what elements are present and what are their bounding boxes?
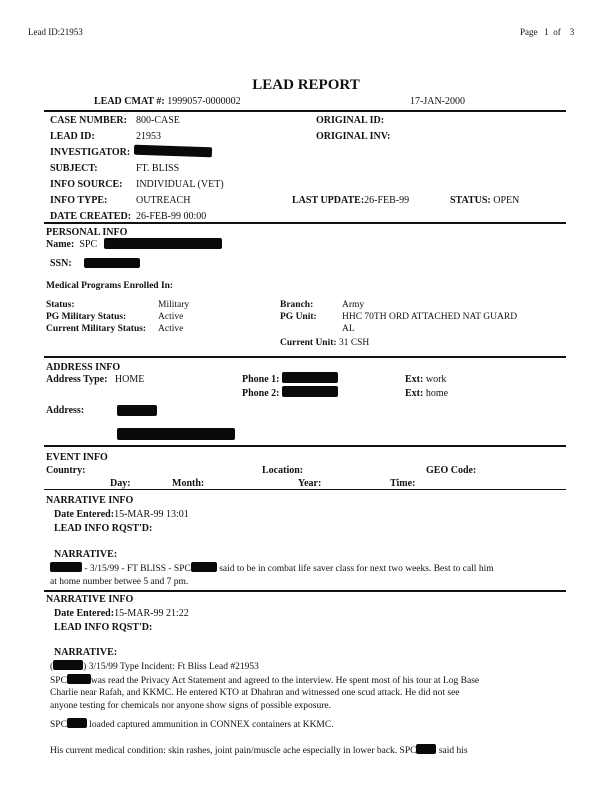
lead-id: 21953: [136, 131, 161, 142]
country-label: Country:: [46, 465, 86, 476]
narrative2-heading: NARRATIVE INFO: [46, 594, 134, 605]
ext2: home: [425, 388, 449, 399]
narrative2-p1-a: ) 3/15/99 Type Incident: Ft Bliss Lead #21953: [83, 662, 259, 672]
narrative1-redaction-b: [191, 562, 217, 572]
lead-id-label: LEAD ID:: [50, 131, 95, 142]
narrative2-date: 15-MAR-99 21:22: [114, 608, 189, 619]
narrative2-p1-spc: SPC: [50, 675, 67, 686]
address-type-label: Address Type:: [46, 374, 108, 385]
page-title: LEAD REPORT: [252, 77, 360, 93]
narrative2-label: NARRATIVE:: [54, 647, 118, 658]
cmat-line: [94, 97, 241, 107]
mil-status: Military: [158, 300, 190, 310]
original-inv-label: ORIGINAL INV:: [316, 131, 391, 142]
phone1-redaction: [282, 372, 338, 383]
rule-event: [44, 489, 566, 490]
current-unit: 31 CSH: [338, 338, 370, 348]
year-label: Year:: [298, 478, 322, 489]
time-label: Time:: [390, 478, 416, 489]
subject-label: SUBJECT:: [50, 163, 98, 174]
narrative2-p3-a: His current medical condition: skin rashes, joint pain/muscle ache especially in lower back. SPC: [50, 746, 417, 756]
of-word: of: [553, 27, 561, 37]
cmat-date: 17-JAN-2000: [410, 96, 465, 107]
cmat-value: 1999057-0000002: [167, 96, 241, 107]
rule-case: [44, 222, 566, 224]
subject: FT. BLISS: [136, 163, 180, 174]
address-redaction-1: [117, 405, 157, 416]
address-label: Address:: [46, 405, 85, 416]
narrative2-p2-a: loaded captured ammunition in CONNEX containers at KKMC.: [86, 720, 334, 730]
pg-military-status-label: PG Military Status:: [46, 312, 127, 322]
narrative1-date-label: Date Entered:: [54, 509, 115, 520]
last-update: [292, 196, 409, 206]
narrative2-paragraph1: [50, 660, 566, 712]
narrative2-p1-b: was read the Privacy Act Statement and agreed to the interview. He spent most of his tour at Log Base: [90, 675, 480, 686]
ext2-row: [405, 389, 448, 399]
header-lead-id: Lead ID:21953: [28, 27, 83, 37]
page-number: 1: [544, 27, 549, 37]
current-military-status: Active: [158, 324, 184, 334]
address-info-heading: ADDRESS INFO: [46, 362, 121, 373]
narrative2-lead-info-label: LEAD INFO RQST'D:: [54, 622, 153, 633]
ext1-label: Ext:: [405, 374, 424, 385]
pg-unit-label: PG Unit:: [280, 312, 317, 322]
day-label: Day:: [110, 478, 131, 489]
current-unit-label: Current Unit:: [280, 338, 337, 348]
investigator-redaction: [134, 145, 212, 158]
narrative2-redaction-1: [53, 660, 83, 670]
investigator-label: INVESTIGATOR:: [50, 147, 131, 158]
address-type-row: [46, 375, 144, 385]
date-created: 26-FEB-99 00:00: [136, 211, 207, 222]
branch-label: Branch:: [280, 300, 314, 310]
rule-top: [44, 110, 566, 112]
original-id-label: ORIGINAL ID:: [316, 115, 385, 126]
narrative2-paragraph2: [50, 718, 566, 732]
name-row: [46, 240, 97, 250]
narrative1-heading: NARRATIVE INFO: [46, 495, 134, 506]
month-label: Month:: [172, 478, 205, 489]
page-total: 3: [569, 27, 575, 37]
narrative2-redaction-2: [67, 674, 91, 684]
name-label: Name:: [46, 239, 75, 250]
pg-unit-line1: HHC 70TH ORD ATTACHED NAT GUARD: [342, 312, 518, 322]
status: [450, 196, 519, 206]
case-number-label: CASE NUMBER:: [50, 115, 127, 126]
info-type-label: INFO TYPE:: [50, 195, 108, 206]
narrative2-p1-d: anyone testing for chemicals nor anyone show signs of possible exposure.: [50, 700, 331, 711]
address-redaction-2: [117, 428, 235, 440]
narrative2-open-paren: (: [50, 662, 54, 672]
pg-unit-line2: AL: [342, 324, 355, 334]
date-created-label: DATE CREATED:: [50, 211, 132, 222]
rule-personal: [44, 356, 566, 358]
ssn-redaction: [84, 258, 140, 268]
status-value: OPEN: [493, 195, 520, 206]
narrative1-text-c: at home number betwee 5 and 7 pm.: [50, 576, 189, 587]
narrative1-date: 15-MAR-99 13:01: [114, 509, 189, 520]
mil-status-label: Status:: [46, 300, 75, 310]
last-update-value: 26-FEB-99: [364, 195, 410, 206]
location-label: Location:: [262, 465, 304, 476]
cmat-label: LEAD CMAT #:: [94, 96, 165, 107]
ssn-label: SSN:: [50, 258, 72, 269]
address-type: HOME: [114, 374, 145, 385]
name-redaction: [104, 238, 222, 249]
personal-info-heading: PERSONAL INFO: [46, 227, 128, 238]
narrative2-date-label: Date Entered:: [54, 608, 115, 619]
info-source: INDIVIDUAL (VET): [136, 179, 224, 190]
narrative2-p3-b: said his: [436, 746, 468, 756]
ext1: work: [425, 374, 447, 385]
ext2-label: Ext:: [405, 388, 424, 399]
rule-narrative1: [44, 590, 566, 592]
info-source-label: INFO SOURCE:: [50, 179, 123, 190]
name-prefix: SPC: [79, 239, 98, 250]
narrative1-text-a: - 3/15/99 - FT BLISS - SPC: [82, 564, 191, 574]
narrative1-redaction-a: [50, 562, 82, 572]
pg-military-status: Active: [158, 312, 184, 322]
phone1-label: Phone 1:: [242, 374, 280, 385]
status-label: STATUS:: [450, 195, 491, 206]
narrative1-date-row: [54, 510, 189, 520]
last-update-label: LAST UPDATE:: [292, 195, 365, 206]
case-number: 800-CASE: [136, 115, 180, 126]
narrative2-paragraph3: [50, 744, 566, 758]
page-indicator: [520, 28, 574, 37]
info-type: OUTREACH: [136, 195, 191, 206]
branch: Army: [342, 300, 365, 310]
current-military-status-label: Current Military Status:: [46, 324, 147, 334]
narrative1-text-b: said to be in combat life saver class for next two weeks. Best to call him: [216, 564, 494, 574]
medical-programs-label: Medical Programs Enrolled In:: [46, 281, 174, 291]
narrative1-lead-info-label: LEAD INFO RQST'D:: [54, 523, 153, 534]
rule-address: [44, 445, 566, 447]
event-info-heading: EVENT INFO: [46, 452, 108, 463]
narrative1-text: [50, 562, 566, 588]
narrative2-p2-spc: SPC: [50, 720, 67, 730]
narrative1-label: NARRATIVE:: [54, 549, 118, 560]
page-word: Page: [520, 27, 538, 37]
geo-code-label: GEO Code:: [426, 465, 477, 476]
narrative2-p1-c: Charlie near Rafah, and KKMC. He entered KTO at Dhahran and witnessed one scud attack. He did not see: [50, 688, 460, 699]
narrative2-redaction-3: [67, 718, 87, 728]
current-unit-row: [280, 339, 369, 349]
narrative2-date-row: [54, 609, 189, 619]
phone2-label: Phone 2:: [242, 388, 280, 399]
phone2-redaction: [282, 386, 338, 397]
narrative2-redaction-4: [416, 744, 436, 754]
ext1-row: [405, 375, 446, 385]
